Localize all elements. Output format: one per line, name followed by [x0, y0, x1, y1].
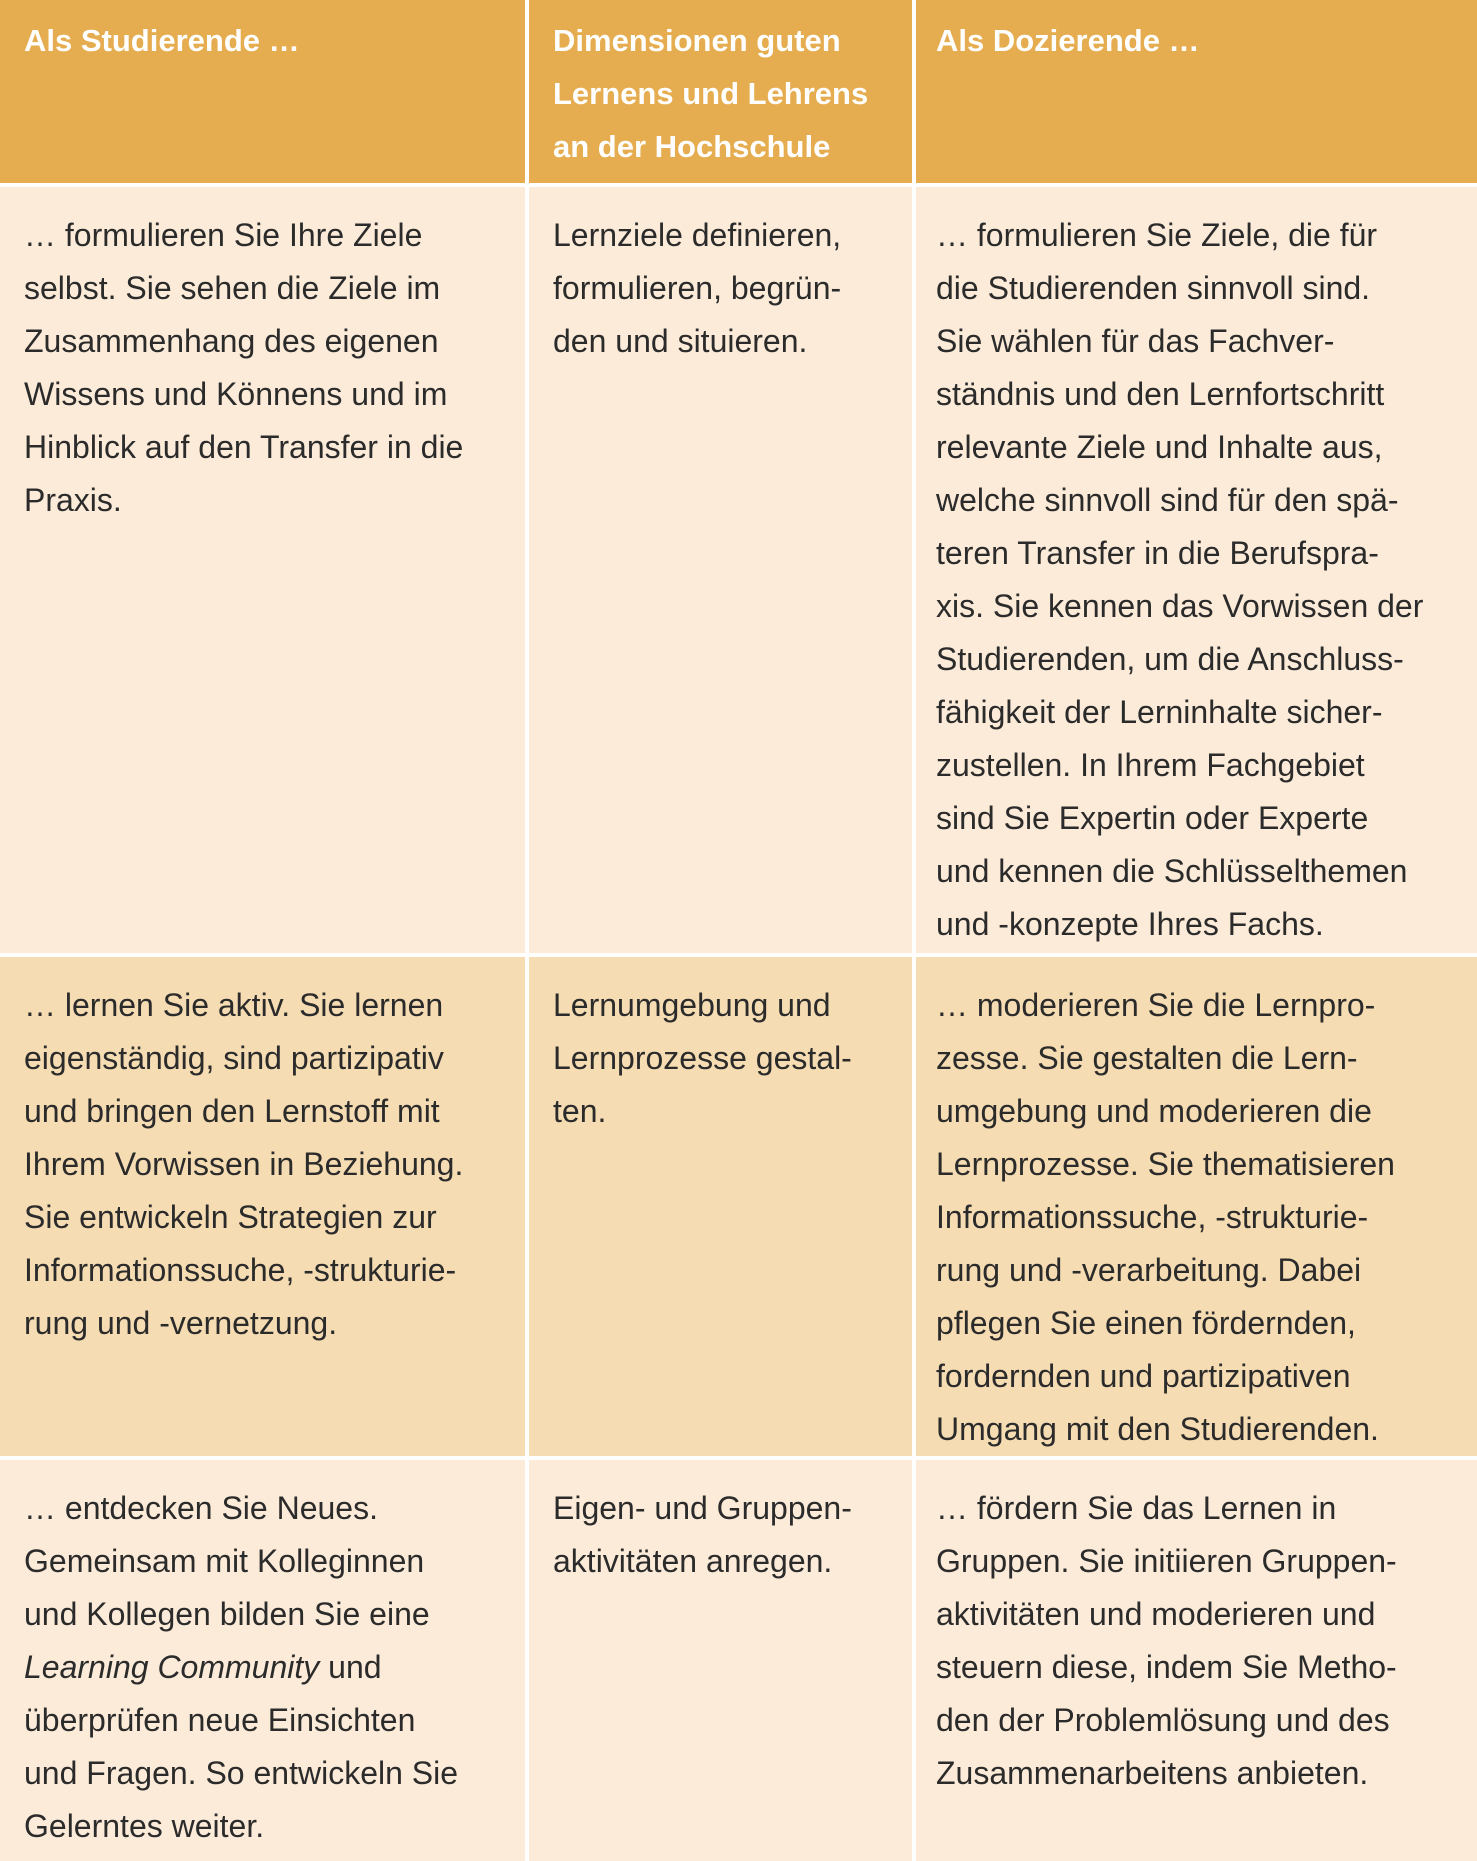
- cell-line: steuern diese, indem Sie Metho-: [936, 1649, 1397, 1685]
- row1-lecturers-cell: [916, 187, 1477, 957]
- header-lecturers: [916, 0, 1477, 187]
- cell-line: Studierenden, um die Anschluss-: [936, 641, 1404, 677]
- cell-line: Gruppen. Sie initiieren Gruppen-: [936, 1543, 1397, 1579]
- cell-line: zustellen. In Ihrem Fachgebiet: [936, 747, 1365, 783]
- header-dimensions-line: an der Hochschule: [553, 129, 831, 164]
- cell-line: formulieren, begrün-: [553, 270, 842, 306]
- cell-line: Hinblick auf den Transfer in die: [24, 429, 464, 465]
- cell-line: sind Sie Expertin oder Experte: [936, 800, 1369, 836]
- row2-dimension-cell: [529, 957, 916, 1460]
- cell-line: pflegen Sie einen fördernden,: [936, 1305, 1356, 1341]
- cell-line: … entdecken Sie Neues.: [24, 1490, 378, 1526]
- cell-line: Zusammenhang des eigenen: [24, 323, 439, 359]
- row3-dimension-cell: [529, 1460, 916, 1861]
- header-dimensions: [529, 0, 916, 187]
- cell-line: aktivitäten anregen.: [553, 1543, 833, 1579]
- row2-lecturers-cell: [916, 957, 1477, 1460]
- row1-students-cell: [0, 187, 529, 957]
- cell-line: Praxis.: [24, 482, 122, 518]
- row3-students-cell: [0, 1460, 529, 1861]
- cell-line: Umgang mit den Studierenden.: [936, 1411, 1379, 1447]
- cell-line: fordernden und partizipativen: [936, 1358, 1351, 1394]
- cell-line: und Kollegen bilden Sie eine: [24, 1596, 430, 1632]
- cell-line: Sie entwickeln Strategien zur: [24, 1199, 437, 1235]
- cell-line: umgebung und moderieren die: [936, 1093, 1372, 1129]
- cell-line: … formulieren Sie Ziele, die für: [936, 217, 1378, 253]
- cell-line: und kennen die Schlüsselthemen: [936, 853, 1408, 889]
- row2-students-cell: [0, 957, 529, 1460]
- cell-line: ten.: [553, 1093, 607, 1129]
- cell-line: xis. Sie kennen das Vorwissen der: [936, 588, 1424, 624]
- header-lecturers-label: Als Dozierende …: [936, 23, 1200, 58]
- row3-lecturers-cell: [916, 1460, 1477, 1861]
- header-dimensions-line: Dimensionen guten: [553, 23, 841, 58]
- cell-line: Sie wählen für das Fachver-: [936, 323, 1335, 359]
- cell-line: eigenständig, sind partizipativ: [24, 1040, 444, 1076]
- cell-line: aktivitäten und moderieren und: [936, 1596, 1376, 1632]
- header-students: [0, 0, 529, 187]
- cell-line: überprüfen neue Einsichten: [24, 1702, 416, 1738]
- cell-line: die Studierenden sinnvoll sind.: [936, 270, 1371, 306]
- cell-line: … fördern Sie das Lernen in: [936, 1490, 1337, 1526]
- cell-line: fähigkeit der Lerninhalte sicher-: [936, 694, 1383, 730]
- cell-line: und -konzepte Ihres Fachs.: [936, 906, 1324, 942]
- cell-line: Lernprozesse gestal-: [553, 1040, 852, 1076]
- cell-line: Lernumgebung und: [553, 987, 831, 1023]
- cell-line: Informationssuche, -strukturie-: [24, 1252, 457, 1288]
- cell-line-rest: und: [319, 1649, 382, 1685]
- cell-line: [24, 1641, 505, 1694]
- cell-line: selbst. Sie sehen die Ziele im: [24, 270, 441, 306]
- cell-line: Gemeinsam mit Kolleginnen: [24, 1543, 425, 1579]
- cell-line: Lernprozesse. Sie thematisieren: [936, 1146, 1395, 1182]
- cell-line: rung und -vernetzung.: [24, 1305, 338, 1341]
- cell-line: Wissens und Könnens und im: [24, 376, 448, 412]
- cell-line: den der Problemlösung und des: [936, 1702, 1390, 1738]
- cell-line: Zusammenarbeitens anbieten.: [936, 1755, 1369, 1791]
- cell-line: relevante Ziele und Inhalte aus,: [936, 429, 1383, 465]
- cell-line: teren Transfer in die Berufspra-: [936, 535, 1379, 571]
- cell-line: Informationssuche, -strukturie-: [936, 1199, 1369, 1235]
- cell-line: Gelerntes weiter.: [24, 1808, 265, 1844]
- header-dimensions-line: Lernens und Lehrens: [553, 76, 869, 111]
- cell-line: und bringen den Lernstoff mit: [24, 1093, 440, 1129]
- cell-line: rung und -verarbeitung. Dabei: [936, 1252, 1362, 1288]
- cell-line: … moderieren Sie die Lernpro-: [936, 987, 1376, 1023]
- learning-community-term: Learning Community: [24, 1649, 320, 1685]
- cell-line: Ihrem Vorwissen in Beziehung.: [24, 1146, 464, 1182]
- cell-line: den und situieren.: [553, 323, 808, 359]
- header-students-label: Als Studierende …: [24, 23, 300, 58]
- cell-line: Eigen- und Gruppen-: [553, 1490, 852, 1526]
- cell-line: zesse. Sie gestalten die Lern-: [936, 1040, 1358, 1076]
- row1-dimension-cell: [529, 187, 916, 957]
- cell-line: … formulieren Sie Ihre Ziele: [24, 217, 423, 253]
- cell-line: und Fragen. So entwickeln Sie: [24, 1755, 459, 1791]
- cell-line: ständnis und den Lernfortschritt: [936, 376, 1385, 412]
- cell-line: welche sinnvoll sind für den spä-: [936, 482, 1399, 518]
- cell-line: … lernen Sie aktiv. Sie lernen: [24, 987, 444, 1023]
- cell-line: Lernziele definieren,: [553, 217, 842, 253]
